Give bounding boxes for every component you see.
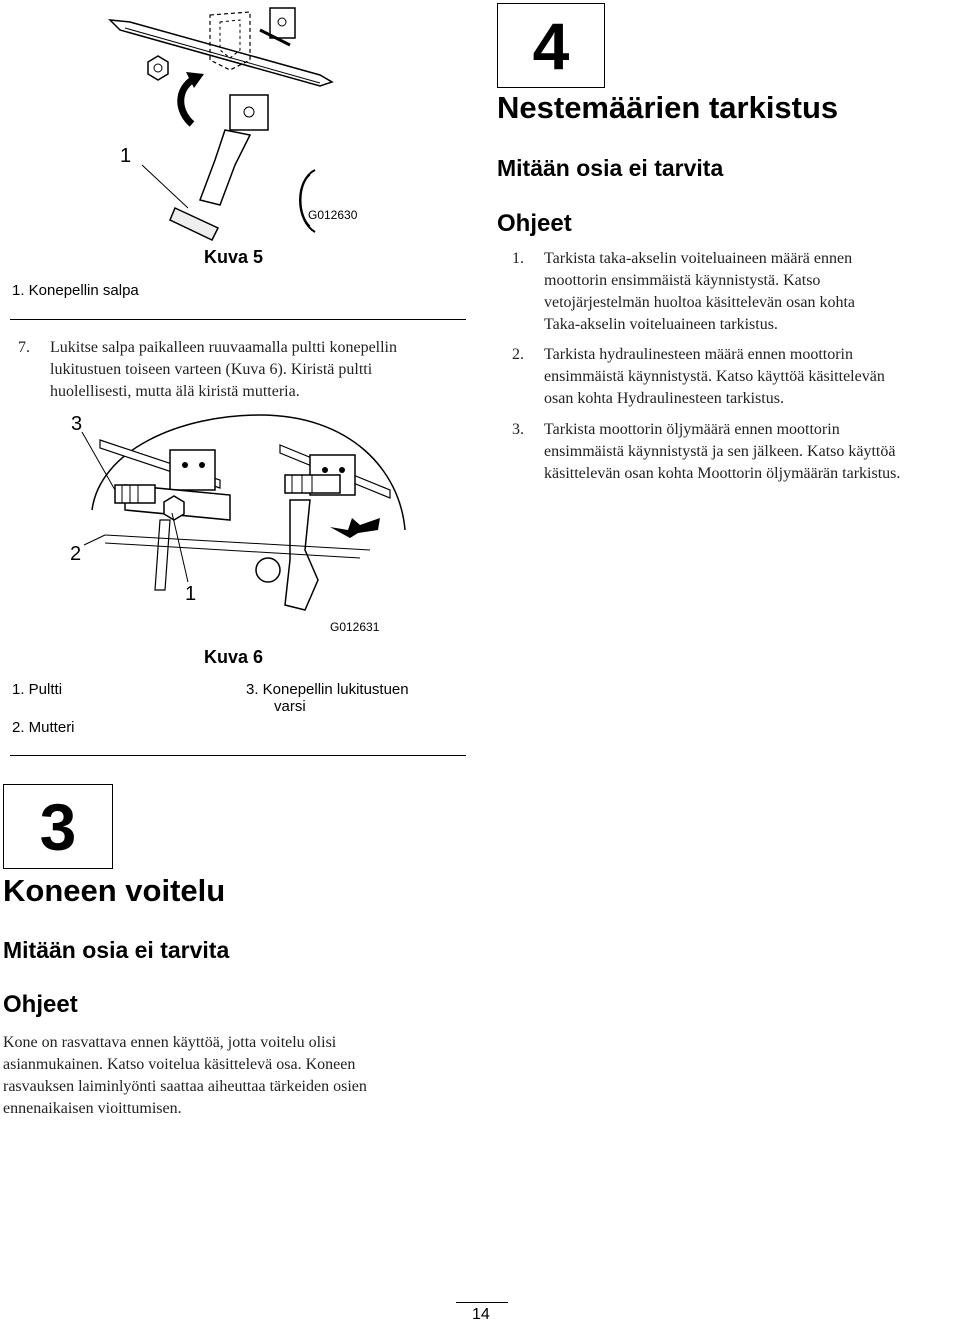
step-text [544, 419, 900, 485]
page-number-rule [456, 1302, 508, 1303]
step-7-line: huolellisesti, mutta älä kiristä mutteria. [50, 383, 300, 400]
figure-6-legend-item-1: 1. Pultti [12, 681, 63, 698]
figure-6-caption: Kuva 6 [204, 647, 264, 667]
step-line: moottorin ensimmäistä käynnistystä. Katso [544, 272, 821, 289]
step-line: osan kohta Hydraulinesteen tarkistus. [544, 390, 784, 407]
step-text [544, 344, 885, 410]
body-line: rasvauksen laiminlyönti saattaa aiheuttaa tärkeiden osien [3, 1078, 367, 1095]
figure-6-code: G012631 [330, 620, 380, 634]
step-line: Taka-akselin voiteluaineen tarkistus. [544, 316, 778, 333]
figure-5-caption: Kuva 5 [204, 247, 264, 267]
section-4-step-3 [512, 419, 958, 489]
body-line: asianmukainen. Katso voitelua käsittelevä osa. Koneen [3, 1056, 356, 1073]
section-4-step-1 [512, 248, 952, 338]
body-line: ennenaikaisen vioittumisen. [3, 1100, 182, 1117]
step-7-number: 7. [18, 339, 30, 356]
section-4-subtitle: Mitään osia ei tarvita [497, 155, 724, 181]
body-line: Kone on rasvattava ennen käyttöä, jotta voitelu olisi [3, 1034, 337, 1051]
step-line: vetojärjestelmän huoltoa käsittelevän osan kohta [544, 294, 856, 311]
step-line: ensimmäistä käynnistystä ja sen jälkeen. Katso käyttöä [544, 443, 896, 460]
figure-5-divider [10, 319, 466, 320]
figure-6-divider [10, 755, 466, 756]
section-4-ohjeet-heading: Ohjeet [497, 210, 572, 237]
step-number: 2. [512, 346, 524, 363]
section-3-subtitle: Mitään osia ei tarvita [3, 937, 230, 963]
step-line: Tarkista hydraulinesteen määrä ennen moottorin [544, 346, 853, 363]
figure-6-illustration [60, 410, 420, 630]
figure-5-code: G012630 [308, 208, 358, 222]
page-number: 14 [472, 1306, 490, 1323]
step-7-line: Lukitse salpa paikalleen ruuvaamalla pultti konepellin [50, 339, 397, 356]
figure-5-illustration [100, 0, 480, 250]
step-line: Tarkista taka-akselin voiteluaineen määrä ennen [544, 250, 853, 267]
step-line: Tarkista moottorin öljymäärä ennen moottorin [544, 421, 840, 438]
figure-5-legend-item: 1. Konepellin salpa [12, 282, 139, 299]
figure-6-callout-2: 2 [70, 543, 82, 565]
section-4-number-box: 4 [497, 3, 605, 88]
step-line: käsittelevän osan kohta Moottorin öljymäärän tarkistus. [544, 465, 901, 482]
figure-5-callout-1: 1 [120, 145, 132, 167]
step-text [544, 248, 855, 336]
step-number: 3. [512, 421, 524, 438]
figure-6-legend-item-2: 2. Mutteri [12, 719, 75, 736]
figure-6-callout-3: 3 [71, 413, 83, 435]
section-3-ohjeet-heading: Ohjeet [3, 991, 78, 1018]
step-line: ensimmäistä käynnistystä. Katso käyttöä käsittelevän [544, 368, 885, 385]
section-3-body [3, 1032, 473, 1120]
step-7-line: lukitustuen toiseen varteen (Kuva 6). Kiristä pultti [50, 361, 373, 378]
section-4-step-2 [512, 344, 952, 414]
section-4-title: Nestemäärien tarkistus [497, 90, 839, 125]
step-7 [18, 337, 468, 407]
section-3-number-box: 3 [3, 784, 113, 869]
section-3-title: Koneen voitelu [3, 873, 226, 908]
step-number: 1. [512, 250, 524, 267]
figure-6-legend-item-3-cont: varsi [274, 698, 306, 715]
step-7-text [50, 337, 397, 403]
figure-6-callout-1: 1 [185, 583, 197, 605]
figure-6-legend-item-3: 3. Konepellin lukitustuen [246, 681, 409, 698]
